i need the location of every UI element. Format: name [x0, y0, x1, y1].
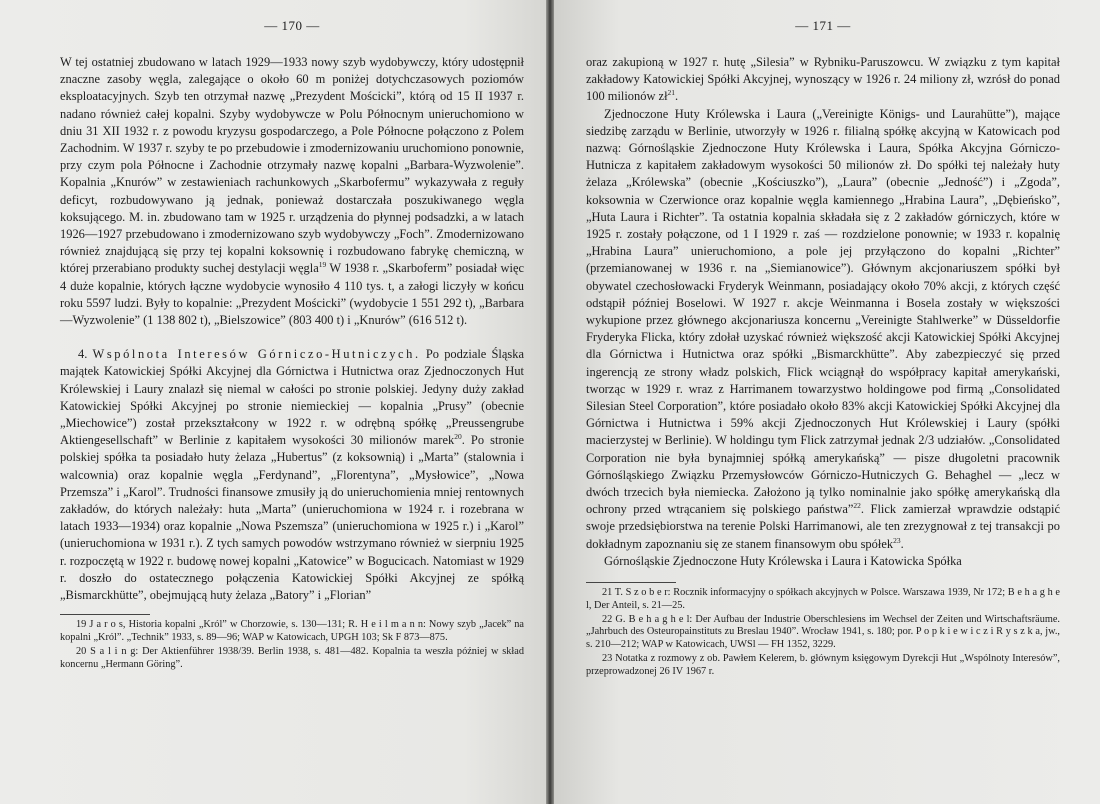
footnote-ref-20: 20 [454, 432, 462, 442]
footnote-20: 20 S a l i n g: Der Aktienführer 1938/39. Berlin 1938, s. 481—482. Kopalnia ta weszła później w skład koncernu „Hermann Göring”. [60, 645, 524, 670]
left-page [0, 0, 546, 804]
footnote-rule-left [60, 614, 150, 615]
footnote-21: 21 T. S z o b e r: Rocznik informacyjny o spółkach akcyjnych w Polsce. Warszawa 1939, Nr 172; B e h a g h e l, Der Anteil, s. 21—25. [586, 587, 1060, 611]
right-paragraph-3: Górnośląskie Zjednoczone Huty Królewska i Laura i Katowicka Spółka [604, 553, 962, 568]
left-body [60, 54, 524, 604]
section-number: 4. [78, 347, 93, 362]
footnote-ref-19: 19 [318, 260, 327, 270]
left-paragraph-2 [60, 346, 524, 604]
right-paragraph-1: oraz zakupioną w 1927 r. hutę „Silesia” w Rybniku-Paruszowcu. W związku z tym kapitał zakładowy Katowickiej Spółki Akcyjnej, wynoszący w 1926 r. 24 miliony zł, wzrósł do ponad 100 milionów $zł^{21}$. [586, 55, 1060, 104]
footnote-ref-22: 22 [853, 501, 861, 511]
right-body [586, 54, 1060, 570]
footnote-ref-21: 21 [667, 88, 676, 98]
page-number-right: — 171 — [795, 18, 851, 33]
right-text-1: oraz zakupioną w 1927 r. hutę „Silesia” w Rybniku-Paruszowcu. W związku z tym kapitał zakładowy Katowickiej Spółki Akcyjnej, wynoszący w 1926 r. 24 miliony zł, wzrósł do ponad 100 milionów zł [586, 55, 1060, 104]
right-text-2a: Zjednoczone Huty Królewska i Laura („Vereinigte Königs- und Laurahütte”), mające siedzibę zarządu w Berlinie, utworzyły w 1926 r. filialną spółkę akcyjną w Katowicach pod nazwą: Górnośląskie Zjednoczone Huty Królewska i Laura, Spółka Akcyjna Górniczo-Hutnicza z kapitałem zakładowym wysokości 50 milionów zł. Do spółki tej należały huty żelaza „Królewska” (obecnie „Kościuszko”), „Laura” (obecnie „Jedność”) i „Zgoda”, koksownia w Czerwionce oraz kopalnie węgla kamiennego „Hrabina Laura”, „Dębieńsko”, „Huta Laura i Richter”. Ta ostatnia kopalnia składała się z 2 zakładów górniczych, które w 1925 r. zostały połączone, od 1 I 1929 r. zaś — rozdzielone ponownie; w 1933 r. kopalnię „Hrabina Laura” unieruchomiono, a pole jej przyłączono do kopalni „Richter” (przemianowanej w 1936 r. na „Siemianowice”). Głównym akcjonariuszem spółki był obywatel czechosłowacki Fryderyk Weinmann, posiadający około 70% akcji, z których część odstąpił później Boselowi. W 1927 r. akcje Weinmanna i Bosela zostały w większości wykupione przez głównego akcjonariusza koncernu „Vereinigte Stahlwerke” w Düsseldorfie Fryderyka Flicka, który zdołał uzyskać również większość akcji Katowickiej Spółki Akcyjnej dla Górnictwa i Hutnictwa oraz spółki „Bismarckhütte”. Aby zabezpieczyć się przed ingerencją ze strony władz polskich, Flick wciągnął do współpracy kapitał amerykański, tworząc w 1929 r. wraz z Harrimanem towarzystwo holdingowe pod firmą „Consolidated Silesian Steel Corporation”, które posiadało około 83% akcji Katowickiej Spółki Akcyjnej dla Górnictwa i Hutnictwa i 59% akcji Zjednoczonych Hut Królewskiej i Laury (spółki macierzystej w Berlinie). W holdingu tym Flick zatrzymał jednak 2/3 udziałów. „Consolidated Corporation nie była bynajmniej spółką amerykańską” — pisze długoletni pracownik Górnośląskiego Związku Przemysłowców Górniczo-Hutniczych G. Behaghel — „lecz w dwóch trzecich była niemiecka. Założono ją tylko nominalnie jako spółkę amerykańską dla ochrony przed wtrącaniem się polskiego państwa” [586, 106, 1060, 517]
right-paragraph-2: Zjednoczone Huty Królewska i Laura („Vereinigte Königs- und Laurahütte”), mające siedzibę zarządu w Berlinie, utworzyły w 1926 r. filialną spółkę akcyjną w Katowicach pod nazwą: Górnośląskie Zjednoczone Huty Królewska i Laura, Spółka Akcyjna Górniczo-Hutnicza z kapitałem zakładowym wysokości 50 milionów zł. Do spółki tej należały huty żelaza „Królewska” (obecnie „Kościuszko”), „Laura” (obecnie „Jedność”) i „Zgoda”, koksownia w Czerwionce oraz kopalnie węgla kamiennego „Hrabina Laura”, „Dębieńsko”, „Huta Laura i Richter”. Ta ostatnia kopalnia składała się z 2 zakładów górniczych, które w 1925 r. zostały połączone, od 1 I 1929 r. zaś — rozdzielone ponownie; w 1933 r. kopalnię „Hrabina Laura” unieruchomiono, a pole jej przyłączono do kopalni „Richter” (przemianowanej w 1936 r. na „Siemianowice”). Głównym akcjonariuszem spółki był obywatel czechosłowacki Fryderyk Weinmann, posiadający około 70% akcji, z których część odstąpił później Boselowi. W 1927 r. akcje Weinmanna i Bosela zostały w większości wykupione przez głównego akcjonariusza koncernu „Vereinigte Stahlwerke” w Düsseldorfie Fryderyka Flicka, który zdołał uzyskać również większość akcji Katowickiej Spółki Akcyjnej dla Górnictwa i Hutnictwa oraz spółki „Bismarckhütte”. Aby zabezpieczyć się przed ingerencją ze strony władz polskich, Flick wciągnął do współpracy kapitał amerykański, tworząc w 1929 r. wraz z Harrimanem towarzystwo holdingowe pod firmą „Consolidated Silesian Steel Corporation”, które posiadało około 83% akcji Katowickiej Spółki Akcyjnej dla Górnictwa i Hutnictwa i 59% akcji Zjednoczonych Hut Królewskiej i Laury (spółki macierzystej w Berlinie). W holdingu tym Flick zatrzymał jednak 2/3 udziałów. „Consolidated Corporation nie była bynajmniej spółką amerykańską” — pisze długoletni pracownik Górnośląskiego Związku Przemysłowców Górniczo-Hutniczych G. Behaghel — „lecz w dwóch trzecich była niemiecka. Założono ją tylko nominalnie jako spółkę amerykańską dla ochrony przed wtrącaniem się polskiego państwa”$^{22}$. Flick zamierzał wprawdzie odstąpić swoje przedsiębiorstwa na terenie Polski Harrimanowi, ale ten zrezygnował z tej transakcji po dokładnym zapoznaniu się ze stanem finansowym obu spółek$^{23}$. [586, 106, 1060, 551]
left-text-2a: Po podziale Śląska majątek Katowickiej Spółki Akcyjnej dla Górnictwa i Hutnictwa oraz Zjednoczonych Hut Królewskiej i Laury znalazł się niemal w całości po stronie polskiej. Jedyny duży zakład Katowickiej Spółki Akcyjnej po stronie niemieckiej — kopalnia „Prusy” (obecnie „Miechowice”) został przekształcony w 1922 r. w odrębną spółkę „Preussengrube Aktiengesellschaft” w Berlinie z kapitałem wysokości 30 milionów marek [60, 347, 524, 448]
right-page [554, 0, 1100, 804]
left-paragraph-1 [60, 54, 524, 329]
left-text-1b: W 1938 r. „Skarboferm” posiadał więc 4 duże kopalnie, których łączne wydobycie wynosiło 4 110 tys. t, a załogi liczyły w końcu roku 5597 ludzi. Były to kopalnie: „Prezydent Mościcki” (wydobycie 1 551 292 t), „Barbara—Wyzwolenie” (1 138 802 t), „Bielszowice” (803 400 t) i „Knurów” (616 512 t). [60, 261, 524, 328]
footnote-23: 23 Notatka z rozmowy z ob. Pawłem Kelerem, b. głównym księgowym Dyrekcji Hut „Wspólnoty Interesów”, przeprowadzonej 26 IV 1967 r. [586, 653, 1060, 677]
left-text-2b: . Po stronie polskiej spółka ta posiadało huty żelaza „Hubertus” (z koksownią) i „Marta” (stalownia i walcownia) oraz kopalnie węgla „Ferdynand”, „Florentyna”, „Mysłowice”, „Nowa Przemsza” i „Karol”. Trudności finansowe zmusiły ją do unieruchomienia mniej rentownych zakładów, do których należały: huta „Marta” (unieruchomiona w 1924 r. i rozebrana w latach 1933—1934) oraz kopalnie „Nowa Pszemsza” (unieruchomiona w 1925 r.) i „Karol” (unieruchomiona w 1931 r.). Z tych samych powodów wstrzymano również w sierpniu 1925 r. rozpoczętą w 1922 r. budowę nowej kopalni „Katowice” w Bogucicach. Natomiast w 1929 r. doszło do ostatecznego połączenia Katowickiej Spółki Akcyjnej ze spółką „Bismarckhütte”, obejmującą huty żelaza „Batory” i „Florian” [60, 433, 524, 603]
footnote-19: 19 J a r o s, Historia kopalni „Król” w Chorzowie, s. 130—131; R. H e i l m a n n: Nowy szyb „Jacek” na kopalni „Król”. „Technik” 1933, s. 89—96; WAP w Katowicach, UPGH 103; Sk F 873—875. [60, 619, 524, 644]
page-number-left: — 170 — [264, 18, 320, 33]
footnote-rule-right [586, 582, 676, 583]
right-text-2b: . Flick zamierzał wprawdzie odstąpić swoje przedsiębiorstwa na terenie Polski Harrimanowi, ale ten zrezygnował z tej transakcji po dokładnym zapoznaniu się ze stanem finansowym obu spółek [586, 502, 1060, 551]
footnote-22: 22 G. B e h a g h e l: Der Aufbau der Industrie Oberschlesiens im Wechsel der Zeiten und Wirtschaftsräume. „Jahrbuch des Osteuropainstituts zu Breslau 1940”. Wrocław 1941, s. 180; por. P o p k i e w i c z i R y s z k a, jw., s. 210—212; WAP w Katowicach, UWSl — FH 1352, 3229. [586, 613, 1060, 651]
left-text-1a: W tej ostatniej zbudowano w latach 1929—1933 nowy szyb wydobywczy, który udostępnił znaczne zasoby węgla, zalegające o około 60 m poniżej dotychczasowych poziomów eksploatacyjnych. Szyb ten otrzymał nazwę „Prezydent Mościcki”, którą od 15 II 1937 r. nadano również całej kopalni. Szyby wydobywcze w Polu Północnym unieruchomiono w dniu 31 XII 1932 r. z powodu kryzysu gospodarczego, a Pole Północne połączono z Polem Zachodnim. W 1937 r. szyby te po przebudowie i zmodernizowaniu uruchomiono ponownie, przy czym pola Północne i Zachodnie otrzymały nazwę kopalni „Barbara-Wyzwolenie”. Kopalnia „Knurów” w zestawieniach rachunkowych „Skarbofermu” wykazywała z reguły deficyt, rozbudowywano ją jednak, ponieważ dostarczała poszukiwanego węgla koksującego. M. in. zbudowano tam w 1925 r. urządzenia do płynnej podsadzki, a w latach 1926—1927 przebudowano i zmodernizowano szyb wydobywczy „Foch”. Zmodernizowano również znajdującą się przy tej kopalni koksownię i rozbudowano fabrykę chemiczną, w której przerabiano produkty suchej destylacji węgla [60, 55, 524, 276]
footnotes-left [60, 619, 524, 671]
footnotes-right [586, 587, 1060, 679]
section-heading: Wspólnota Interesów Górniczo-Hutniczych. [92, 347, 421, 362]
footnote-ref-23: 23 [893, 535, 901, 545]
book-gutter [546, 0, 554, 804]
